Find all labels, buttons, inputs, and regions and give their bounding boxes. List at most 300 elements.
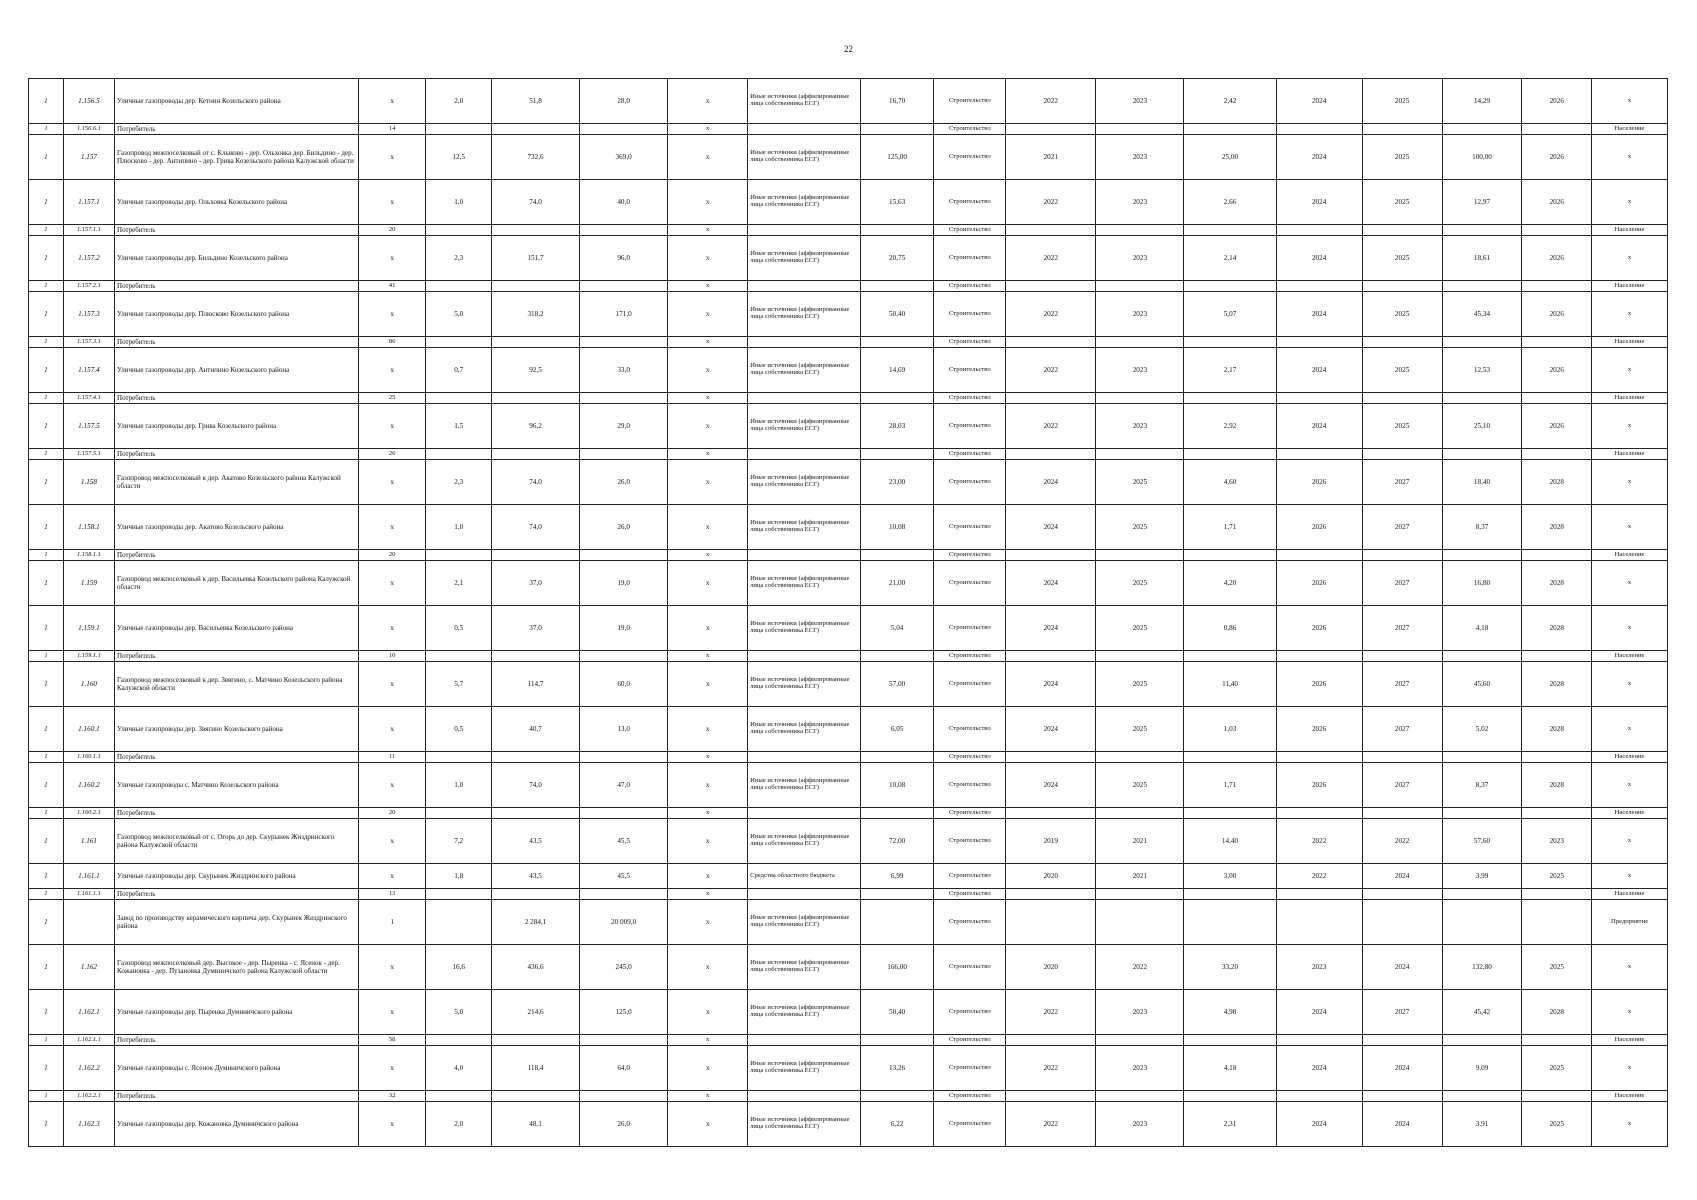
value-b-cell <box>1442 752 1522 763</box>
year-4-cell <box>1362 393 1442 404</box>
category-cell: х <box>1592 180 1668 225</box>
year-5-cell <box>1522 393 1592 404</box>
level-cell: 1 <box>29 449 64 460</box>
item-number-cell: 1.159 <box>63 561 114 606</box>
year-3-cell: 2026 <box>1276 606 1362 651</box>
volume-cell <box>491 281 579 292</box>
year-3-cell: 2023 <box>1276 945 1362 990</box>
value-a-cell: 4,98 <box>1184 990 1276 1035</box>
flag-cell: х <box>668 1046 748 1091</box>
cost-cell: 166,00 <box>860 945 934 990</box>
year-4-cell: 2025 <box>1362 236 1442 281</box>
end-year-cell: 2023 <box>1096 79 1184 124</box>
volume-cell <box>491 808 579 819</box>
length-cell <box>426 1035 492 1046</box>
year-4-cell: 2022 <box>1362 819 1442 864</box>
level-cell: 1 <box>29 763 64 808</box>
table-row <box>29 348 1668 393</box>
category-cell: х <box>1592 763 1668 808</box>
funding-source-cell: Иные источники (аффилированные лица собственника ЕСГ) <box>748 460 861 505</box>
year-4-cell: 2027 <box>1362 662 1442 707</box>
start-year-cell: 2022 <box>1006 404 1096 449</box>
object-name-cell: Уличные газопроводы дер. Антипино Козельского района <box>115 348 359 393</box>
item-number-cell: 1.157.5 <box>63 404 114 449</box>
value-b-cell: 18,40 <box>1442 460 1522 505</box>
object-name-cell: Уличные газопроводы с. Матчино Козельского района <box>115 763 359 808</box>
length-cell: 5,7 <box>426 662 492 707</box>
year-3-cell: 2026 <box>1276 505 1362 550</box>
object-name-cell: Уличные газопроводы дер. Кожановка Думиничского района <box>115 1102 359 1147</box>
count-cell: х <box>358 404 426 449</box>
count-cell: х <box>358 945 426 990</box>
gasification-table <box>28 78 1668 1147</box>
value-b-cell: 8,37 <box>1442 505 1522 550</box>
value-a-cell: 11,40 <box>1184 662 1276 707</box>
table-row <box>29 990 1668 1035</box>
year-3-cell <box>1276 225 1362 236</box>
start-year-cell <box>1006 1091 1096 1102</box>
count-cell: 32 <box>358 1091 426 1102</box>
item-number-cell: 1.157.4.1 <box>63 393 114 404</box>
value-b-cell: 3,99 <box>1442 864 1522 889</box>
object-name-cell: Завод по производству керамического кирпича дер. Скурынек Жиздринского района <box>115 900 359 945</box>
value-a-cell <box>1184 550 1276 561</box>
object-name-cell: Уличные газопроводы дер. Пыренка Думиничского района <box>115 990 359 1035</box>
end-year-cell <box>1096 1091 1184 1102</box>
level-cell: 1 <box>29 236 64 281</box>
flag-cell: х <box>668 864 748 889</box>
consumer-row <box>29 808 1668 819</box>
capacity-cell: 19,0 <box>580 606 668 651</box>
work-type-cell: Строительство <box>934 404 1006 449</box>
end-year-cell: 2023 <box>1096 990 1184 1035</box>
flag-cell: х <box>668 124 748 135</box>
cost-cell: 50,40 <box>860 292 934 337</box>
flag-cell: х <box>668 752 748 763</box>
work-type-cell: Строительство <box>934 651 1006 662</box>
value-b-cell: 45,42 <box>1442 990 1522 1035</box>
end-year-cell <box>1096 550 1184 561</box>
year-4-cell: 2025 <box>1362 79 1442 124</box>
work-type-cell: Строительство <box>934 79 1006 124</box>
flag-cell: х <box>668 900 748 945</box>
item-number-cell: 1.158.1 <box>63 505 114 550</box>
year-3-cell: 2024 <box>1276 236 1362 281</box>
object-name-cell: Потребитель <box>115 550 359 561</box>
item-number-cell: 1.157.4 <box>63 348 114 393</box>
year-5-cell <box>1522 225 1592 236</box>
value-b-cell: 45,60 <box>1442 662 1522 707</box>
object-name-cell: Потребитель <box>115 337 359 348</box>
year-3-cell <box>1276 337 1362 348</box>
start-year-cell <box>1006 393 1096 404</box>
count-cell: 58 <box>358 1035 426 1046</box>
value-a-cell: 4,20 <box>1184 561 1276 606</box>
end-year-cell: 2022 <box>1096 945 1184 990</box>
item-number-cell: 1.159.1.1 <box>63 651 114 662</box>
length-cell: 2,1 <box>426 561 492 606</box>
start-year-cell: 2024 <box>1006 460 1096 505</box>
value-b-cell <box>1442 393 1522 404</box>
volume-cell: 436,6 <box>491 945 579 990</box>
funding-source-cell: Иные источники (аффилированные лица собственника ЕСГ) <box>748 819 861 864</box>
consumer-row <box>29 225 1668 236</box>
funding-source-cell <box>748 281 861 292</box>
year-5-cell <box>1522 900 1592 945</box>
end-year-cell: 2023 <box>1096 404 1184 449</box>
year-4-cell: 2024 <box>1362 864 1442 889</box>
year-5-cell <box>1522 124 1592 135</box>
level-cell: 1 <box>29 889 64 900</box>
end-year-cell <box>1096 337 1184 348</box>
count-cell: х <box>358 348 426 393</box>
start-year-cell: 2022 <box>1006 180 1096 225</box>
year-5-cell <box>1522 752 1592 763</box>
year-5-cell <box>1522 449 1592 460</box>
item-number-cell: 1.157.3.1 <box>63 337 114 348</box>
end-year-cell: 2023 <box>1096 135 1184 180</box>
value-a-cell <box>1184 449 1276 460</box>
capacity-cell <box>580 449 668 460</box>
level-cell: 1 <box>29 225 64 236</box>
year-3-cell: 2026 <box>1276 460 1362 505</box>
consumer-row <box>29 337 1668 348</box>
value-a-cell <box>1184 337 1276 348</box>
end-year-cell <box>1096 281 1184 292</box>
count-cell: х <box>358 180 426 225</box>
category-cell: х <box>1592 707 1668 752</box>
end-year-cell <box>1096 752 1184 763</box>
year-5-cell: 2025 <box>1522 945 1592 990</box>
capacity-cell: 96,0 <box>580 236 668 281</box>
value-a-cell <box>1184 1035 1276 1046</box>
year-3-cell <box>1276 900 1362 945</box>
capacity-cell <box>580 550 668 561</box>
year-4-cell <box>1362 889 1442 900</box>
category-cell: х <box>1592 79 1668 124</box>
start-year-cell <box>1006 281 1096 292</box>
length-cell: 2,0 <box>426 1102 492 1147</box>
category-cell: Население <box>1592 889 1668 900</box>
length-cell <box>426 752 492 763</box>
year-5-cell: 2028 <box>1522 505 1592 550</box>
count-cell: х <box>358 819 426 864</box>
length-cell: 1,0 <box>426 505 492 550</box>
cost-cell <box>860 281 934 292</box>
flag-cell: х <box>668 945 748 990</box>
start-year-cell <box>1006 124 1096 135</box>
value-a-cell: 0,86 <box>1184 606 1276 651</box>
start-year-cell: 2020 <box>1006 945 1096 990</box>
consumer-row <box>29 889 1668 900</box>
year-5-cell: 2028 <box>1522 606 1592 651</box>
length-cell <box>426 889 492 900</box>
capacity-cell: 45,5 <box>580 864 668 889</box>
volume-cell: 118,4 <box>491 1046 579 1091</box>
item-number-cell: 1.160.1.1 <box>63 752 114 763</box>
count-cell: 20 <box>358 550 426 561</box>
year-4-cell <box>1362 1091 1442 1102</box>
object-name-cell: Газопровод межпоселковый от с. Клыково - дер. Ольховка дер. Бильдино - дер. Плюсково - дер. Антипино - дер. Грива Козельского района Калужской области <box>115 135 359 180</box>
year-4-cell <box>1362 1035 1442 1046</box>
end-year-cell: 2023 <box>1096 180 1184 225</box>
volume-cell <box>491 225 579 236</box>
end-year-cell: 2025 <box>1096 606 1184 651</box>
flag-cell: х <box>668 79 748 124</box>
year-5-cell <box>1522 651 1592 662</box>
length-cell: 0,7 <box>426 348 492 393</box>
item-number-cell: 1.162.1 <box>63 990 114 1035</box>
category-cell: х <box>1592 292 1668 337</box>
table-row <box>29 79 1668 124</box>
value-b-cell: 3,91 <box>1442 1102 1522 1147</box>
year-4-cell <box>1362 281 1442 292</box>
cost-cell <box>860 225 934 236</box>
length-cell <box>426 1091 492 1102</box>
year-4-cell: 2027 <box>1362 606 1442 651</box>
level-cell: 1 <box>29 945 64 990</box>
capacity-cell: 19,0 <box>580 561 668 606</box>
capacity-cell: 29,0 <box>580 404 668 449</box>
flag-cell: х <box>668 449 748 460</box>
count-cell: х <box>358 561 426 606</box>
start-year-cell <box>1006 651 1096 662</box>
table-row <box>29 404 1668 449</box>
cost-cell: 50,40 <box>860 990 934 1035</box>
consumer-row <box>29 651 1668 662</box>
volume-cell: 43,5 <box>491 819 579 864</box>
table-row <box>29 135 1668 180</box>
table-row <box>29 707 1668 752</box>
level-cell: 1 <box>29 124 64 135</box>
cost-cell: 14,69 <box>860 348 934 393</box>
item-number-cell: 1.159.1 <box>63 606 114 651</box>
value-a-cell <box>1184 651 1276 662</box>
year-5-cell: 2026 <box>1522 348 1592 393</box>
object-name-cell: Газопровод межпоселковый дер. Высокое - дер. Пыренка - с. Ясенок - дер. Кожановка - дер. Пузановка Думиничского района Калужской области <box>115 945 359 990</box>
capacity-cell: 47,0 <box>580 763 668 808</box>
start-year-cell: 2021 <box>1006 135 1096 180</box>
item-number-cell: 1.156.6.1 <box>63 124 114 135</box>
level-cell: 1 <box>29 808 64 819</box>
start-year-cell: 2024 <box>1006 707 1096 752</box>
year-5-cell: 2025 <box>1522 1046 1592 1091</box>
work-type-cell: Строительство <box>934 1035 1006 1046</box>
count-cell: 41 <box>358 281 426 292</box>
count-cell: х <box>358 135 426 180</box>
value-b-cell <box>1442 124 1522 135</box>
flag-cell: х <box>668 990 748 1035</box>
category-cell: х <box>1592 348 1668 393</box>
value-a-cell <box>1184 900 1276 945</box>
count-cell: х <box>358 662 426 707</box>
work-type-cell: Строительство <box>934 808 1006 819</box>
start-year-cell: 2022 <box>1006 1102 1096 1147</box>
value-b-cell <box>1442 808 1522 819</box>
flag-cell: х <box>668 662 748 707</box>
capacity-cell: 245,0 <box>580 945 668 990</box>
year-4-cell <box>1362 337 1442 348</box>
end-year-cell <box>1096 808 1184 819</box>
year-3-cell: 2022 <box>1276 864 1362 889</box>
funding-source-cell: Иные источники (аффилированные лица собственника ЕСГ) <box>748 707 861 752</box>
year-3-cell: 2024 <box>1276 135 1362 180</box>
object-name-cell: Потребитель <box>115 1035 359 1046</box>
year-5-cell: 2026 <box>1522 180 1592 225</box>
funding-source-cell: Иные источники (аффилированные лица собственника ЕСГ) <box>748 606 861 651</box>
capacity-cell: 60,0 <box>580 662 668 707</box>
length-cell: 4,0 <box>426 1046 492 1091</box>
cost-cell <box>860 337 934 348</box>
start-year-cell: 2024 <box>1006 505 1096 550</box>
level-cell: 1 <box>29 561 64 606</box>
level-cell: 1 <box>29 864 64 889</box>
item-number-cell: 1.160.2 <box>63 763 114 808</box>
level-cell: 1 <box>29 281 64 292</box>
level-cell: 1 <box>29 393 64 404</box>
cost-cell: 10,08 <box>860 505 934 550</box>
year-3-cell <box>1276 393 1362 404</box>
item-number-cell: 1.157.2 <box>63 236 114 281</box>
year-5-cell: 2028 <box>1522 707 1592 752</box>
funding-source-cell: Средства областного бюджета <box>748 864 861 889</box>
year-5-cell: 2028 <box>1522 561 1592 606</box>
end-year-cell <box>1096 124 1184 135</box>
start-year-cell: 2022 <box>1006 79 1096 124</box>
end-year-cell <box>1096 225 1184 236</box>
capacity-cell: 26,0 <box>580 460 668 505</box>
cost-cell <box>860 651 934 662</box>
level-cell: 1 <box>29 752 64 763</box>
item-number-cell: 1.157.3 <box>63 292 114 337</box>
start-year-cell: 2022 <box>1006 292 1096 337</box>
level-cell: 1 <box>29 135 64 180</box>
cost-cell: 21,00 <box>860 561 934 606</box>
count-cell: 86 <box>358 337 426 348</box>
year-5-cell <box>1522 550 1592 561</box>
funding-source-cell <box>748 808 861 819</box>
value-b-cell: 8,37 <box>1442 763 1522 808</box>
funding-source-cell <box>748 393 861 404</box>
value-a-cell <box>1184 393 1276 404</box>
funding-source-cell <box>748 889 861 900</box>
level-cell: 1 <box>29 180 64 225</box>
year-3-cell <box>1276 651 1362 662</box>
end-year-cell: 2021 <box>1096 864 1184 889</box>
year-4-cell: 2025 <box>1362 180 1442 225</box>
year-3-cell: 2024 <box>1276 348 1362 393</box>
table-row <box>29 819 1668 864</box>
volume-cell: 37,0 <box>491 606 579 651</box>
volume-cell <box>491 393 579 404</box>
work-type-cell: Строительство <box>934 180 1006 225</box>
work-type-cell: Строительство <box>934 1046 1006 1091</box>
table-body <box>29 79 1668 1147</box>
level-cell: 1 <box>29 707 64 752</box>
volume-cell: 74,0 <box>491 180 579 225</box>
end-year-cell: 2021 <box>1096 819 1184 864</box>
count-cell: х <box>358 990 426 1035</box>
category-cell: х <box>1592 1102 1668 1147</box>
object-name-cell: Газопровод межпоселковый к дер. Звягино, с. Матчино Козельского района Калужской области <box>115 662 359 707</box>
category-cell: х <box>1592 819 1668 864</box>
value-b-cell: 57,60 <box>1442 819 1522 864</box>
funding-source-cell <box>748 651 861 662</box>
volume-cell: 48,1 <box>491 1102 579 1147</box>
item-number-cell: 1.161 <box>63 819 114 864</box>
year-4-cell <box>1362 900 1442 945</box>
length-cell <box>426 808 492 819</box>
cost-cell: 6,99 <box>860 864 934 889</box>
object-name-cell: Уличные газопроводы дер. Грива Козельского района <box>115 404 359 449</box>
year-4-cell <box>1362 449 1442 460</box>
start-year-cell: 2022 <box>1006 236 1096 281</box>
funding-source-cell: Иные источники (аффилированные лица собственника ЕСГ) <box>748 180 861 225</box>
funding-source-cell: Иные источники (аффилированные лица собственника ЕСГ) <box>748 1046 861 1091</box>
category-cell: Население <box>1592 225 1668 236</box>
value-b-cell <box>1442 651 1522 662</box>
funding-source-cell: Иные источники (аффилированные лица собственника ЕСГ) <box>748 990 861 1035</box>
cost-cell: 5,04 <box>860 606 934 651</box>
count-cell: 25 <box>358 393 426 404</box>
level-cell: 1 <box>29 990 64 1035</box>
work-type-cell: Строительство <box>934 460 1006 505</box>
count-cell: 13 <box>358 889 426 900</box>
work-type-cell: Строительство <box>934 662 1006 707</box>
work-type-cell: Строительство <box>934 225 1006 236</box>
object-name-cell: Газопровод межпоселковый от с. Огорь до дер. Скурынек Жиздринского района Калужской области <box>115 819 359 864</box>
length-cell <box>426 281 492 292</box>
category-cell: х <box>1592 990 1668 1035</box>
cost-cell <box>860 900 934 945</box>
work-type-cell: Строительство <box>934 864 1006 889</box>
capacity-cell: 33,0 <box>580 348 668 393</box>
value-a-cell: 2,17 <box>1184 348 1276 393</box>
volume-cell: 51,8 <box>491 79 579 124</box>
cost-cell: 28,03 <box>860 404 934 449</box>
object-name-cell: Газопровод межпоселковый к дер. Акатово Козельского района Калужской области <box>115 460 359 505</box>
length-cell <box>426 651 492 662</box>
year-5-cell: 2028 <box>1522 763 1592 808</box>
table-row <box>29 606 1668 651</box>
year-4-cell: 2027 <box>1362 763 1442 808</box>
value-b-cell: 100,00 <box>1442 135 1522 180</box>
volume-cell <box>491 124 579 135</box>
cost-cell: 72,00 <box>860 819 934 864</box>
table-row <box>29 1102 1668 1147</box>
work-type-cell: Строительство <box>934 348 1006 393</box>
funding-source-cell <box>748 337 861 348</box>
table-row <box>29 460 1668 505</box>
value-b-cell: 4,18 <box>1442 606 1522 651</box>
end-year-cell: 2025 <box>1096 561 1184 606</box>
flag-cell: х <box>668 606 748 651</box>
year-3-cell: 2026 <box>1276 662 1362 707</box>
count-cell: х <box>358 292 426 337</box>
funding-source-cell: Иные источники (аффилированные лица собственника ЕСГ) <box>748 900 861 945</box>
count-cell: 11 <box>358 752 426 763</box>
length-cell: 7,2 <box>426 819 492 864</box>
consumer-row <box>29 449 1668 460</box>
length-cell <box>426 124 492 135</box>
category-cell: х <box>1592 1046 1668 1091</box>
start-year-cell: 2019 <box>1006 819 1096 864</box>
funding-source-cell <box>748 124 861 135</box>
item-number-cell: 1.158 <box>63 460 114 505</box>
object-name-cell: Уличные газопроводы дер. Скурынек Жиздринского района <box>115 864 359 889</box>
value-b-cell <box>1442 1035 1522 1046</box>
cost-cell: 13,26 <box>860 1046 934 1091</box>
